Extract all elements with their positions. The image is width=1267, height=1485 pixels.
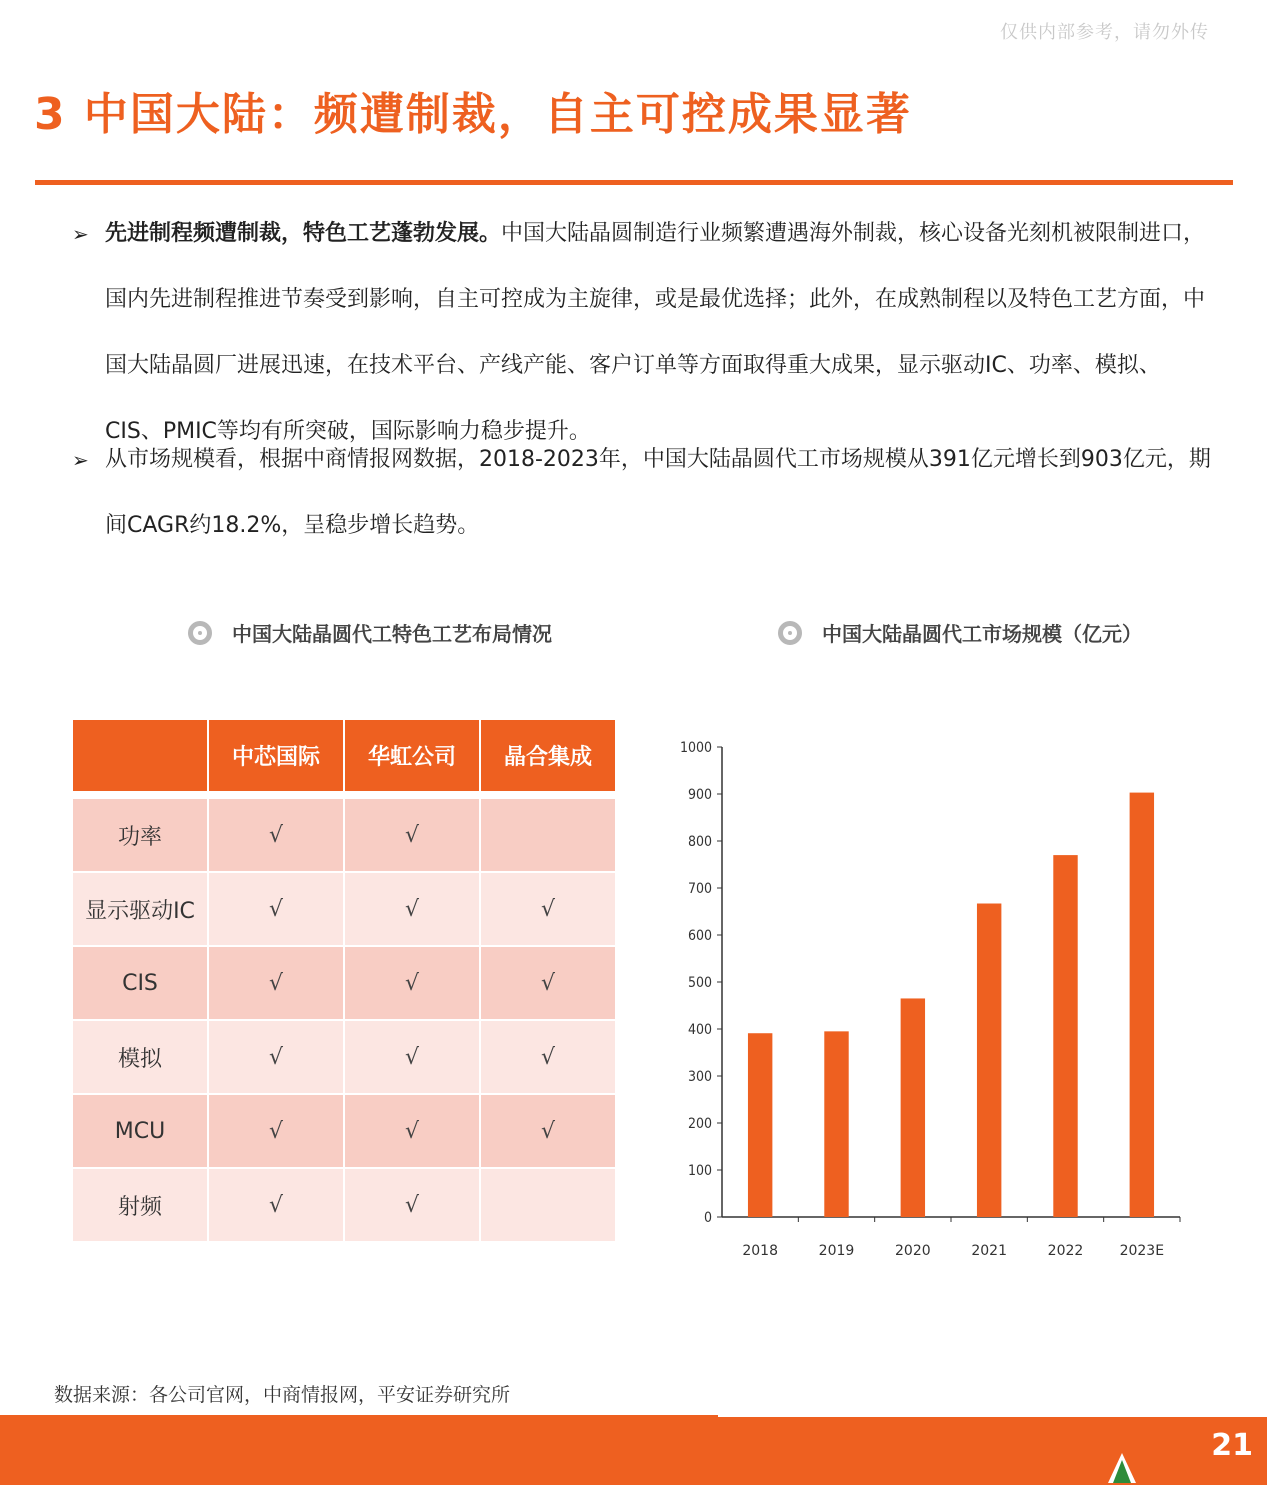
table-cell: √ [209,947,343,1019]
row-label: MCU [73,1095,207,1167]
table-header: 中芯国际 [209,720,343,791]
footer-band [0,1415,1267,1485]
table-row [73,1095,615,1167]
table-cell: √ [481,1095,615,1167]
bullet-1-bold: 先进制程频遭制裁，特色工艺蓬勃发展。 [105,221,502,246]
bullet-1-body: 中国大陆晶圆制造行业频繁遭遇海外制裁，核心设备光刻机被限制进口，国内先进制程推进节奏受到影响，自主可控成为主旋律，或是最优选择；此外，在成熟制程以及特色工艺方面，中国大陆晶圆厂进展迅速，在技术平台、产线产能、客户订单等方面取得重大成果，显示驱动IC、功率、模拟、CIS、PMIC等均有所突破，国际影响力稳步提升。 [105,221,1206,444]
y-tick-label: 700 [687,881,712,897]
right-caption [778,618,1142,647]
y-tick-label: 800 [687,834,712,850]
bullet-2-body: 从市场规模看，根据中商情报网数据，2018-2023年，中国大陆晶圆代工市场规模从391亿元增长到903亿元，期间CAGR约18.2%，呈稳步增长趋势。 [105,447,1211,538]
y-tick-label: 300 [687,1069,712,1085]
bar [1053,855,1077,1217]
right-caption-text: 中国大陆晶圆代工市场规模（亿元） [822,622,1142,646]
table-row [73,1169,615,1241]
row-label: 显示驱动IC [73,873,207,945]
y-tick-label: 600 [687,928,712,944]
table-corner [73,720,207,791]
feature-table [71,718,617,1243]
table-cell: √ [481,947,615,1019]
y-tick-label: 1000 [680,740,712,756]
table-cell [481,799,615,871]
table-cell: √ [209,799,343,871]
bullet-2-text [105,427,1212,559]
row-label: CIS [73,947,207,1019]
table-row [73,947,615,1019]
table-cell: √ [345,873,479,945]
row-label: 射频 [73,1169,207,1241]
bar [748,1033,772,1217]
table-row [73,1021,615,1093]
bullet-1-text [105,201,1212,465]
table-cell: √ [345,947,479,1019]
market-size-bar-chart [680,730,1200,1270]
y-tick-label: 0 [703,1210,712,1226]
bullet-2 [72,427,1212,559]
y-tick-label: 900 [687,787,712,803]
data-source: 数据来源：各公司官网，中商情报网，平安证券研究所 [54,1384,511,1406]
bar [977,904,1001,1217]
table-row [73,799,615,871]
y-tick-label: 400 [687,1022,712,1038]
x-tick-label: 2023E [1119,1243,1165,1259]
row-label: 模拟 [73,1021,207,1093]
caption-dot-icon [188,621,212,645]
bar [824,1031,848,1217]
table-cell: √ [209,873,343,945]
bar [1130,793,1154,1217]
table-cell: √ [345,1169,479,1241]
table-cell: √ [209,1021,343,1093]
x-tick-label: 2022 [1047,1243,1084,1259]
table-cell: √ [481,1021,615,1093]
y-tick-label: 100 [687,1163,712,1179]
table-cell: √ [345,1095,479,1167]
table-header: 华虹公司 [345,720,479,791]
page-title: 3 中国大陆：频遭制裁，自主可控成果显著 [34,89,912,140]
bar [901,998,925,1217]
x-tick-label: 2018 [742,1243,778,1259]
bullet-1 [72,201,1212,465]
y-tick-label: 200 [687,1116,712,1132]
watermark: 仅供内部参考，请勿外传 [1000,22,1209,43]
table-cell: √ [209,1095,343,1167]
x-tick-label: 2021 [971,1243,1007,1259]
table-cell [481,1169,615,1241]
table-cell: √ [345,1021,479,1093]
arrow-bullet-icon: ➢ [72,448,89,472]
page-number: 21 [1211,1428,1253,1463]
row-label: 功率 [73,799,207,871]
footer-line [718,1415,1267,1417]
left-caption-text: 中国大陆晶圆代工特色工艺布局情况 [232,622,552,646]
table-row [73,873,615,945]
logo-icon [1105,1451,1139,1485]
table-cell: √ [345,799,479,871]
caption-dot-icon [778,621,802,645]
x-tick-label: 2020 [895,1243,931,1259]
table-cell: √ [209,1169,343,1241]
arrow-bullet-icon: ➢ [72,222,89,246]
table-header-row [73,720,615,791]
x-tick-label: 2019 [818,1243,855,1259]
table-header: 晶合集成 [481,720,615,791]
title-divider [35,180,1233,185]
y-tick-label: 500 [687,975,712,991]
table-cell: √ [481,873,615,945]
left-caption [188,618,552,647]
